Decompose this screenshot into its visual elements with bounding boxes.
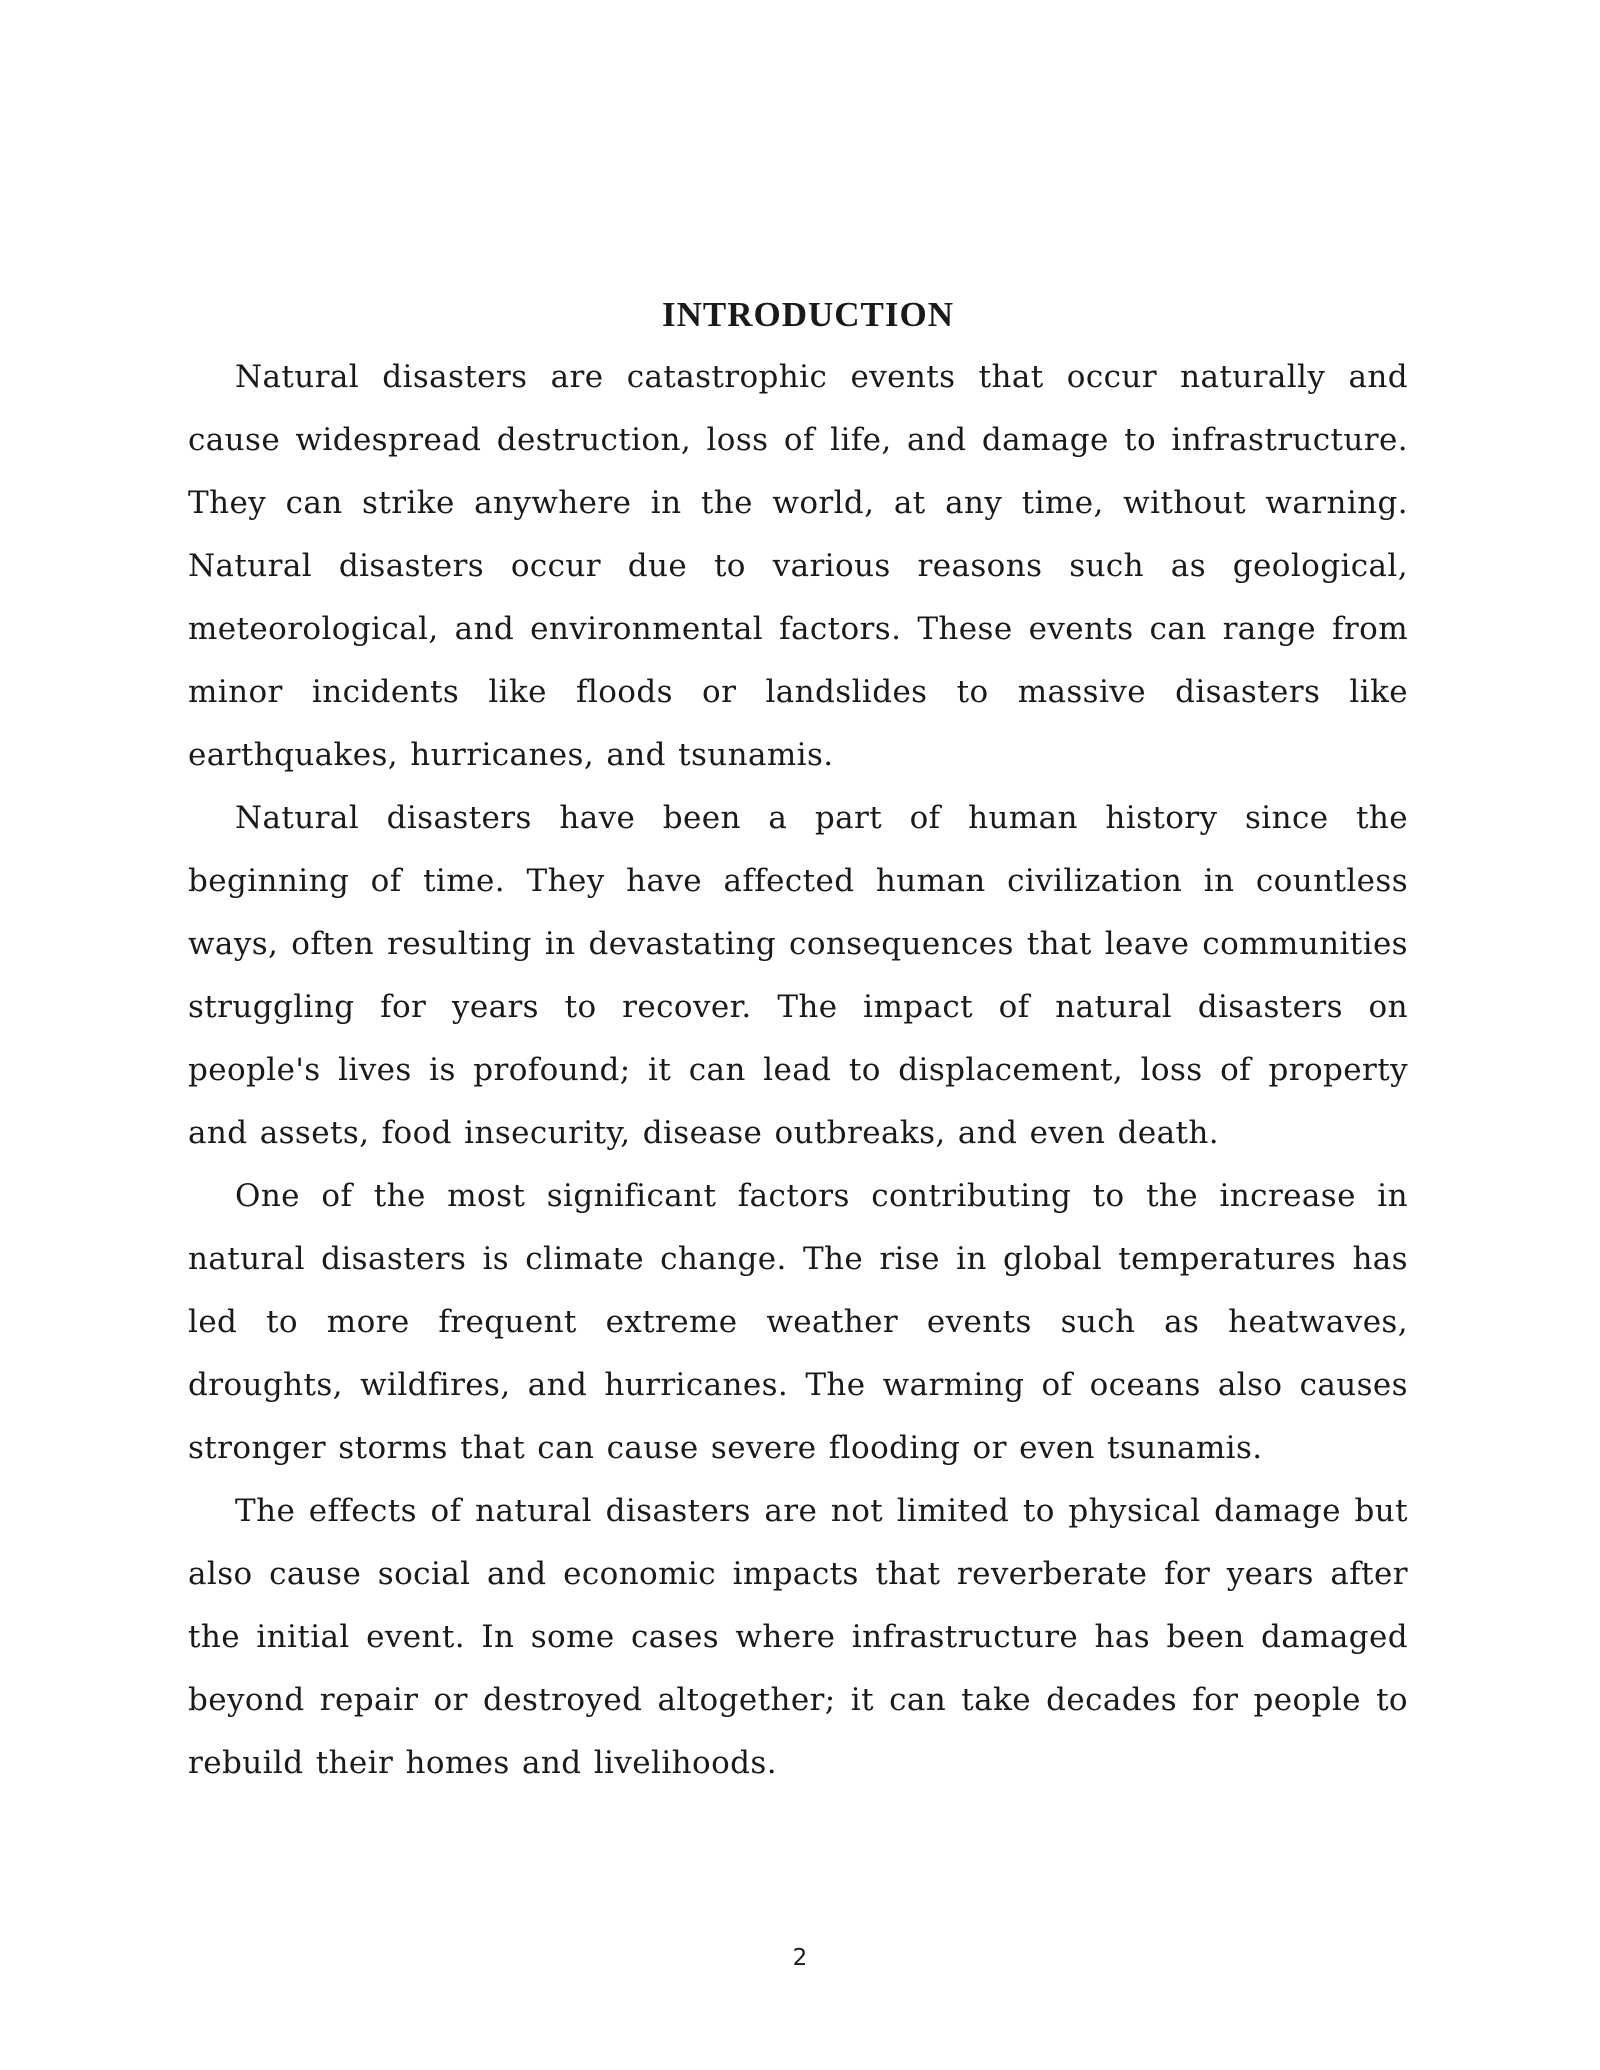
- paragraph-4: The effects of natural disasters are not limited to physical damage but also cause social and economic impacts that reverberate for years after the initial event. In some cases where infrastructure has been damaged beyond repair or destroyed altogether; it can take decades for people to rebuild their homes and livelihoods.: [188, 1493, 1408, 1781]
- paragraph-2: Natural disasters have been a part of human history since the beginning of time. They have affected human civilization in countless ways, often resulting in devastating consequences that leave communities struggling for years to recover. The impact of natural disasters on people's lives is profound; it can lead to displacement, loss of property and assets, food insecurity, disease outbreaks, and even death.: [188, 800, 1408, 1151]
- paragraph-1: Natural disasters are catastrophic events that occur naturally and cause widespread destruction, loss of life, and damage to infrastructure. They can strike anywhere in the world, at any time, without warning. Natural disasters occur due to various reasons such as geological, meteorological, and environmental factors. These events can range from minor incidents like floods or landslides to massive disasters like earthquakes, hurricanes, and tsunamis.: [188, 359, 1408, 773]
- paragraph-3: One of the most significant factors contributing to the increase in natural disasters is climate change. The rise in global temperatures has led to more frequent extreme weather events such as heatwaves, droughts, wildfires, and hurricanes. The warming of oceans also causes stronger storms that can cause severe flooding or even tsunamis.: [188, 1178, 1408, 1466]
- page-number: 2: [792, 1945, 808, 1971]
- page-content: [188, 292, 1408, 1795]
- section-heading: INTRODUCTION: [661, 295, 955, 334]
